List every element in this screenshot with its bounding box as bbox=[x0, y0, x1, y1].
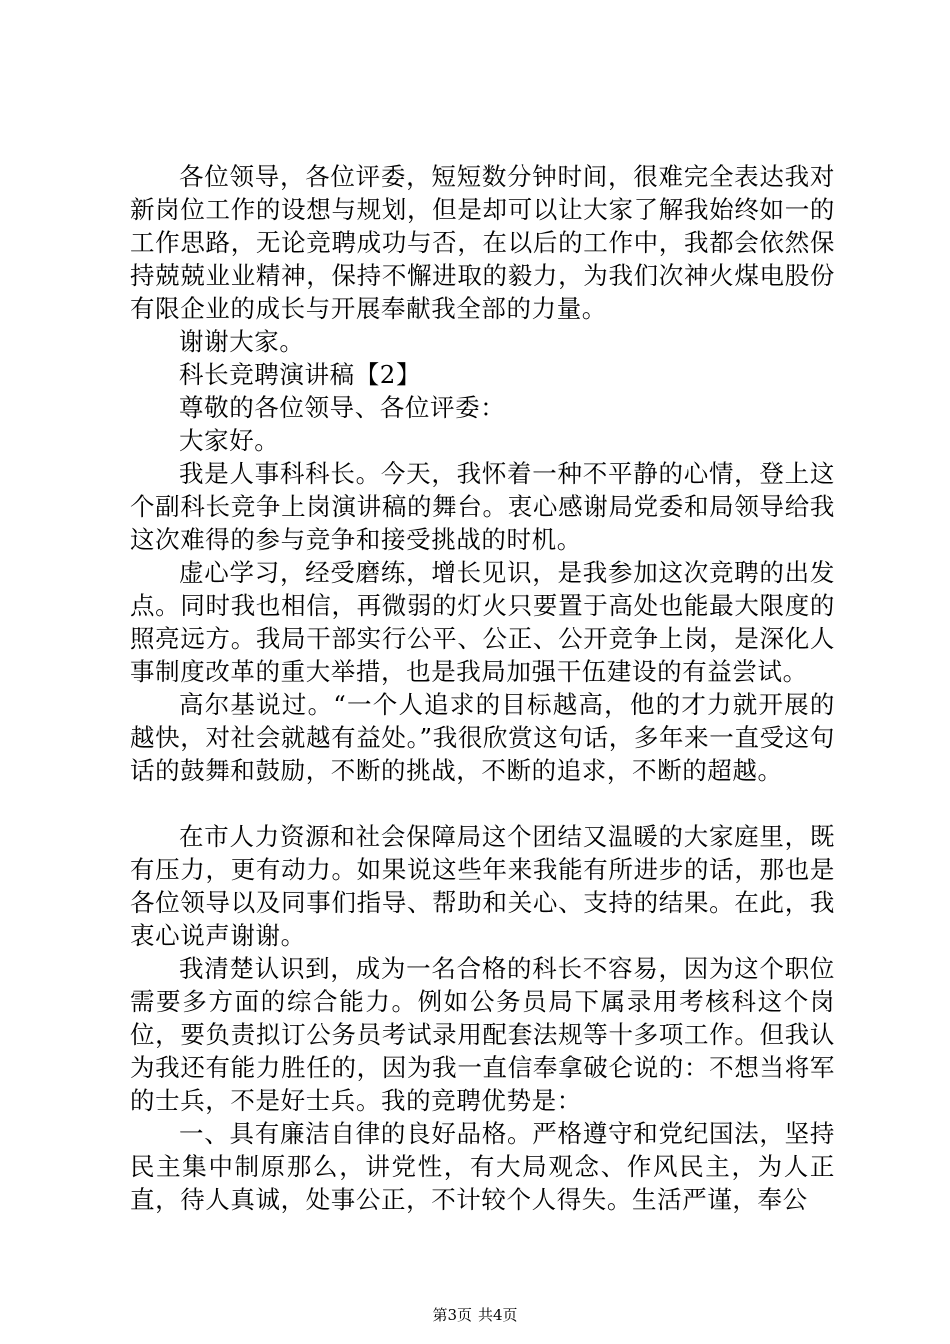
paragraph: 谢谢大家。 bbox=[179, 327, 305, 356]
paragraph: 各位领导，各位评委，短短数分钟时间，很难完全表达我对新岗位工作的设想与规划，但是却可以让大家了解我始终如一的工作思路，无论竞聘成功与否，在以后的工作中，我都会依然保持兢兢业业精神，保持不懈进取的毅力，为我们次神火煤电股份有限企业的成长与开展奉献我全部的力量。 bbox=[130, 162, 835, 323]
paragraph: 我清楚认识到，成为一名合格的科长不容易，因为这个职位需要多方面的综合能力。例如公务员局下属录用考核科这个岗位，要负责拟订公务员考试录用配套法规等十多项工作。但我认为我还有能力胜任的，因为我一直信奉拿破仑说的：不想当将军的士兵，不是好士兵。我的竞聘优势是： bbox=[130, 954, 835, 1115]
paragraph: 一、具有廉洁自律的良好品格。严格遵守和党纪国法，坚持民主集中制原那么，讲党性，有大局观念、作风民主，为人正直，待人真诚，处事公正，不计较个人得失。生活严谨，奉公 bbox=[130, 1119, 835, 1214]
salutation: 尊敬的各位领导、各位评委： bbox=[179, 393, 506, 422]
page-number: 第3页 bbox=[432, 1306, 472, 1324]
section-title: 科长竞聘演讲稿【2】 bbox=[179, 360, 422, 389]
paragraph: 虚心学习，经受磨练，增长见识，是我参加这次竞聘的出发点。同时我也相信，再微弱的灯火只要置于高处也能最大限度的照亮远方。我局干部实行公平、公正、公开竞争上岗，是深化人事制度改革的重大举措，也是我局加强干伍建设的有益尝试。 bbox=[130, 558, 835, 686]
paragraph: 我是人事科科长。今天，我怀着一种不平静的心情，登上这个副科长竞争上岗演讲稿的舞台。衷心感谢局党委和局领导给我这次难得的参与竞争和接受挑战的时机。 bbox=[130, 459, 835, 554]
page-footer bbox=[0, 1305, 950, 1325]
document-body bbox=[130, 160, 835, 1216]
greeting: 大家好。 bbox=[179, 426, 280, 455]
page-total: 共4页 bbox=[478, 1306, 518, 1324]
paragraph: 在市人力资源和社会保障局这个团结又温暖的大家庭里，既有压力，更有动力。如果说这些年来我能有所进步的话，那也是各位领导以及同事们指导、帮助和关心、支持的结果。在此，我衷心说声谢谢。 bbox=[130, 822, 835, 950]
paragraph: 高尔基说过。“一个人追求的目标越高，他的才力就开展的越快，对社会就越有益处。”我很欣赏这句话，多年来一直受这句话的鼓舞和鼓励，不断的挑战，不断的追求，不断的超越。 bbox=[130, 690, 835, 785]
